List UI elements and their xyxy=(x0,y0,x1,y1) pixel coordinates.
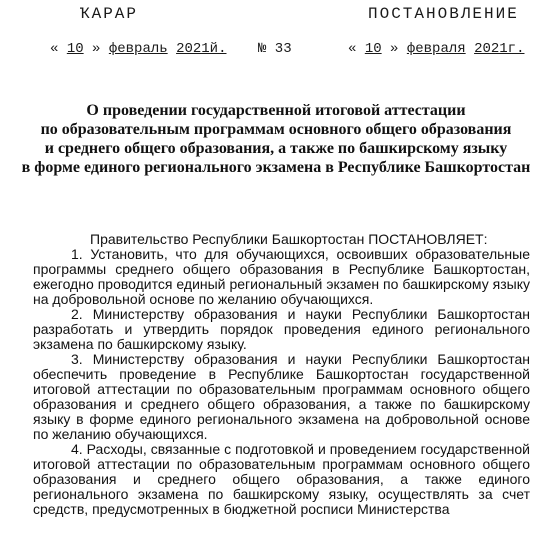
date-left-month: февраль xyxy=(108,41,168,57)
title-line: и среднего общего образования, а также по башкирскому языку xyxy=(44,140,508,157)
date-left-close-quote: » xyxy=(92,41,101,57)
header-right-label: ПОСТАНОВЛЕНИЕ xyxy=(368,5,519,23)
date-right-month: февраля xyxy=(406,41,466,57)
document-title xyxy=(0,101,552,177)
date-right-open-quote: « xyxy=(348,41,357,57)
title-line: по образовательным программам основного общего образования xyxy=(40,121,512,138)
document-body xyxy=(33,232,530,517)
document-number: № 33 xyxy=(258,41,292,57)
date-right-close-quote: » xyxy=(390,41,399,57)
paragraph-1: 1. Установить, что для обучающихся, освоивших образовательные программы среднего общего образования в Республике Башкортостан, ежегодно проводится единый региональный экзамен по башкирскому языку на добровольной основе по желанию обучающихся. xyxy=(33,246,530,307)
date-right-day: 10 xyxy=(364,41,382,57)
paragraph-3: 3. Министерству образования и науки Республики Башкортостан обеспечить проведение в Республике Башкортостан государственной итоговой аттестации по образовательным программам основного общего образования и среднего общего образования, а также по башкирскому языку в форме единого регионального экзамена на добровольной основе по желанию обучающихся. xyxy=(33,351,530,442)
title-line: О проведении государственной итоговой аттестации xyxy=(86,102,466,119)
paragraph-2: 2. Министерству образования и науки Республики Башкортостан разработать и утвердить порядок проведения единого регионального экзамена по башкирскому языку. xyxy=(33,306,530,352)
date-right xyxy=(348,41,524,57)
date-left xyxy=(50,41,226,57)
date-left-open-quote: « xyxy=(50,41,59,57)
date-left-day: 10 xyxy=(66,41,84,57)
date-right-year: 2021г. xyxy=(474,41,525,57)
paragraph-4: 4. Расходы, связанные с подготовкой и проведением государственной итоговой аттестации по образовательным программам основного общего образования и среднего общего образования, а также единого регионального экзамена по башкирскому языку, осуществлять за счет средств, предусмотренных в бюджетной росписи Министерства xyxy=(33,441,530,517)
date-left-year: 2021й. xyxy=(176,41,227,57)
header-left-label: ҠАРАР xyxy=(80,5,139,23)
intro-statement: Правительство Республики Башкортостан ПОСТАНОВЛЯЕТ: xyxy=(90,231,488,247)
title-line: в форме единого регионального экзамена в Республике Башкортостан xyxy=(21,159,531,176)
